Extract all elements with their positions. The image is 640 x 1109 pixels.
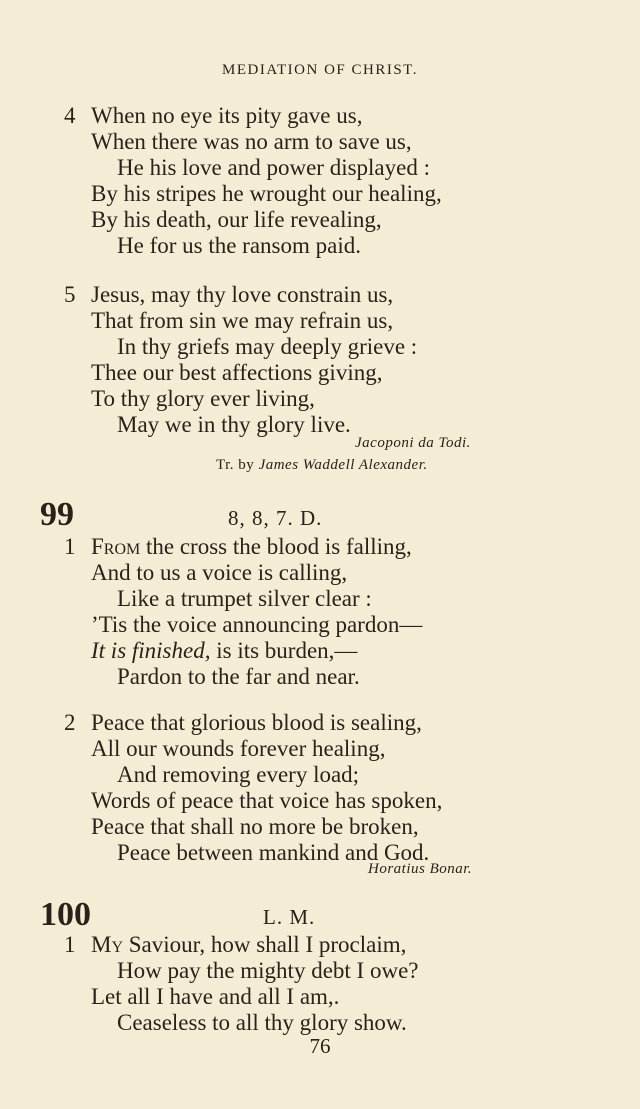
hymn-meter: 8, 8, 7. D. (228, 506, 323, 530)
verse-line (91, 535, 412, 558)
hymn-translator (216, 458, 428, 473)
verse-line: Thee our best affections giving, (91, 360, 383, 385)
stanza-number: 5 (64, 282, 76, 307)
italic-phrase: It is finished, (91, 638, 211, 663)
verse-line: Peace that shall no more be broken, (91, 814, 419, 839)
verse-line: Let all I have and all I am,. (91, 984, 340, 1009)
translator-name: James Waddell Alexander. (258, 457, 428, 473)
first-line-rest: the cross the blood is falling, (140, 534, 412, 559)
hymn-author: Horatius Bonar. (368, 861, 473, 877)
verse-line: Jesus, may thy love constrain us, (91, 282, 394, 307)
stanza-number: 4 (64, 103, 76, 128)
translator-prefix: Tr. by (216, 457, 255, 473)
hymn-author: Jacoponi da Todi. (355, 435, 471, 451)
verse-line: Peace between mankind and God. (117, 840, 430, 865)
verse-line (91, 639, 357, 662)
stanza-number: 1 (64, 534, 76, 559)
hymn-meter: L. M. (263, 905, 316, 929)
verse-line: And removing every load; (117, 762, 360, 787)
hymn-number: 100 (40, 896, 91, 933)
verse-line: He his love and power displayed : (117, 155, 430, 180)
first-word: From (91, 534, 141, 559)
verse-line: ’Tis the voice announcing pardon— (91, 612, 423, 637)
verse-line: All our wounds forever healing, (91, 736, 386, 761)
line-rest: is its burden,— (210, 638, 358, 663)
verse-line: When there was no arm to save us, (91, 129, 412, 154)
verse-line (91, 933, 406, 956)
verse-line: In thy griefs may deeply grieve : (117, 334, 418, 359)
verse-line: Ceaseless to all thy glory show. (117, 1010, 407, 1035)
first-word: My (91, 932, 124, 957)
verse-line: To thy glory ever living, (91, 386, 315, 411)
verse-line: Peace that glorious blood is sealing, (91, 710, 422, 735)
verse-line: By his death, our life revealing, (91, 207, 382, 232)
hymn-number: 99 (40, 496, 74, 533)
stanza-number: 2 (64, 710, 76, 735)
running-head: MEDIATION OF CHRIST. (222, 62, 418, 78)
verse-line: Words of peace that voice has spoken, (91, 788, 443, 813)
verse-line: When no eye its pity gave us, (91, 103, 363, 128)
first-line-rest: Saviour, how shall I proclaim, (123, 932, 407, 957)
verse-line: That from sin we may refrain us, (91, 308, 394, 333)
stanza-number: 1 (64, 932, 76, 957)
page-number: 76 (309, 1034, 331, 1058)
verse-line: Pardon to the far and near. (117, 664, 360, 689)
verse-line: How pay the mighty debt I owe? (117, 958, 419, 983)
verse-line: May we in thy glory live. (117, 412, 351, 437)
verse-line: He for us the ransom paid. (117, 233, 361, 258)
verse-line: And to us a voice is calling, (91, 560, 348, 585)
verse-line: Like a trumpet silver clear : (117, 586, 372, 611)
verse-line: By his stripes he wrought our healing, (91, 181, 442, 206)
